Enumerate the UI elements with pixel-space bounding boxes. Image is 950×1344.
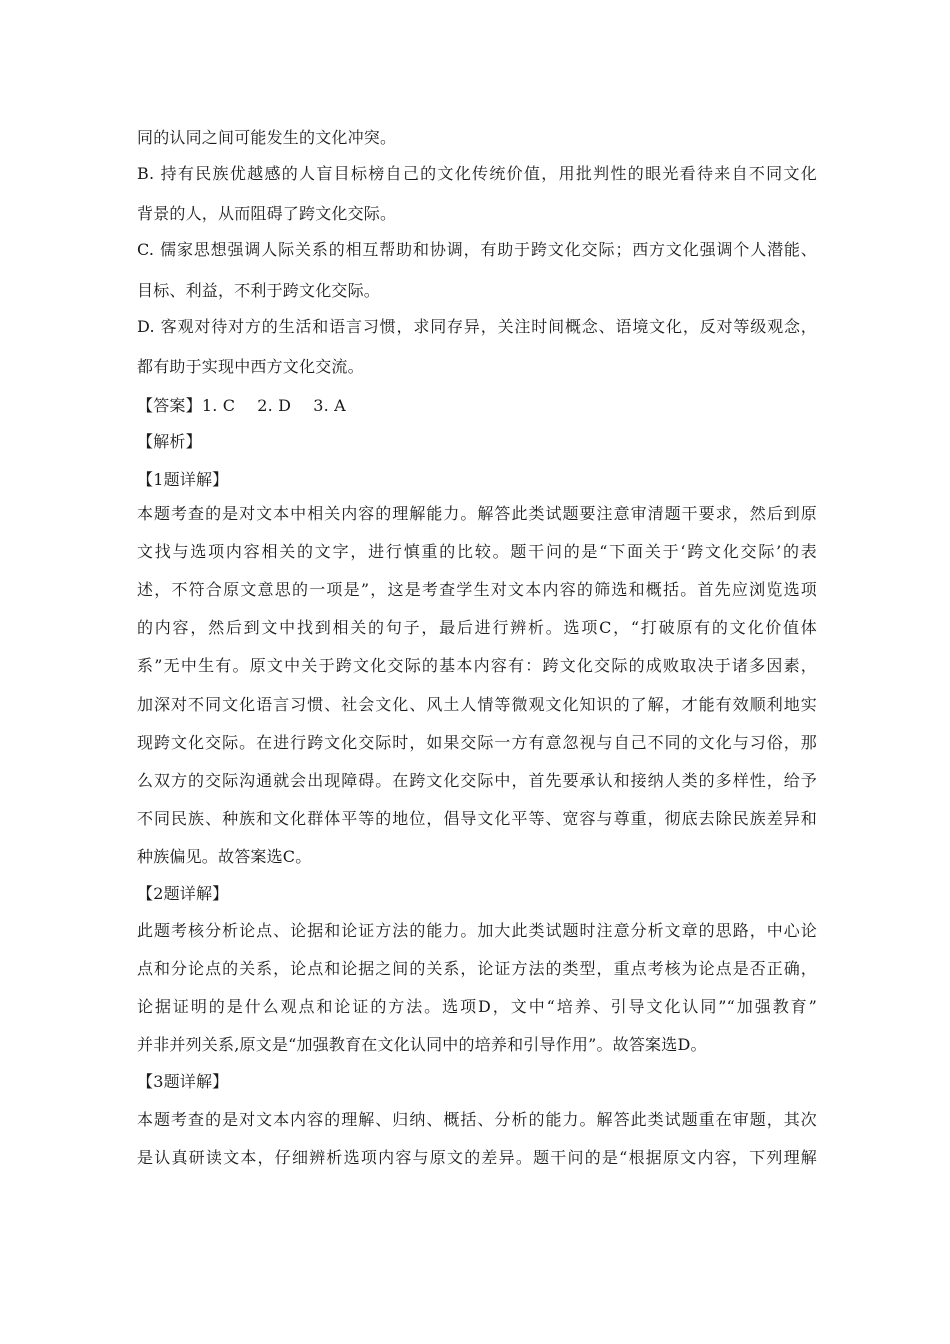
answer-2: 2. D xyxy=(257,396,292,415)
option-b-line-1: B. 持有民族优越感的人盲目标榜自己的文化传统价值，用批判性的眼光看待来自不同文化 xyxy=(137,164,817,183)
q1-heading: 【1题详解】 xyxy=(137,470,229,489)
option-c-line-1: C. 儒家思想强调人际关系的相互帮助和协调，有助于跨文化交际；西方文化强调个人潜能、 xyxy=(137,240,817,259)
answer-line xyxy=(137,396,817,416)
q1-paragraph-line: 本题考查的是对文本中相关内容的理解能力。解答此类试题要注意审清题干要求，然后到原 xyxy=(137,504,817,523)
q2-paragraph-line: 并非并列关系,原文是“加强教育在文化认同中的培养和引导作用”。故答案选D。 xyxy=(137,1035,707,1054)
q3-paragraph-line: 本题考查的是对文本内容的理解、归纳、概括、分析的能力。解答此类试题重在审题，其次 xyxy=(137,1110,817,1129)
q2-paragraph-line: 此题考核分析论点、论据和论证方法的能力。加大此类试题时注意分析文章的思路，中心论 xyxy=(137,921,817,940)
q1-paragraph-line: 的内容，然后到文中找到相关的句子，最后进行辨析。选项C，“打破原有的文化价值体 xyxy=(137,618,817,637)
q1-paragraph-line: 不同民族、种族和文化群体平等的地位，倡导文化平等、宽容与尊重，彻底去除民族差异和 xyxy=(137,809,817,828)
answer-3: 3. A xyxy=(313,396,346,415)
q1-paragraph-line: 现跨文化交际。在进行跨文化交际时，如果交际一方有意忽视与自己不同的文化与习俗，那 xyxy=(137,733,817,752)
q1-paragraph-line: 种族偏见。故答案选C。 xyxy=(137,847,312,866)
q2-heading: 【2题详解】 xyxy=(137,884,229,903)
option-b-line-2: 背景的人，从而阻碍了跨文化交际。 xyxy=(137,204,397,223)
q1-paragraph-line: 述，不符合原文意思的一项是”，这是考查学生对文本内容的筛选和概括。首先应浏览选项 xyxy=(137,580,817,599)
q3-heading: 【3题详解】 xyxy=(137,1072,229,1091)
text-line: 同的认同之间可能发生的文化冲突。 xyxy=(137,128,397,147)
q2-paragraph-line: 论据证明的是什么观点和论证的方法。选项D，文中“培养、引导文化认同”“加强教育” xyxy=(137,997,817,1016)
q3-paragraph-line: 是认真研读文本，仔细辨析选项内容与原文的差异。题干问的是“根据原文内容，下列理解 xyxy=(137,1148,817,1167)
q1-paragraph-line: 文找与选项内容相关的文字，进行慎重的比较。题干问的是“下面关于‘跨文化交际’的表 xyxy=(137,542,817,561)
q1-paragraph-line: 系”无中生有。原文中关于跨文化交际的基本内容有：跨文化交际的成败取决于诸多因素， xyxy=(137,656,817,675)
q2-paragraph-line: 点和分论点的关系，论点和论据之间的关系，论证方法的类型，重点考核为论点是否正确， xyxy=(137,959,817,978)
option-d-line-2: 都有助于实现中西方文化交流。 xyxy=(137,357,364,376)
q1-paragraph-line: 么双方的交际沟通就会出现障碍。在跨文化交际中，首先要承认和接纳人类的多样性，给予 xyxy=(137,771,817,790)
analysis-heading: 【解析】 xyxy=(137,432,202,451)
option-d-line-1: D. 客观对待对方的生活和语言习惯，求同存异，关注时间概念、语境文化，反对等级观念， xyxy=(137,317,817,336)
option-c-line-2: 目标、利益，不利于跨文化交际。 xyxy=(137,281,381,300)
q1-paragraph-line: 加深对不同文化语言习惯、社会文化、风土人情等微观文化知识的了解，才能有效顺利地实 xyxy=(137,695,817,714)
answer-1: 1. C xyxy=(201,396,236,415)
answer-label: 【答案】 xyxy=(137,396,202,415)
